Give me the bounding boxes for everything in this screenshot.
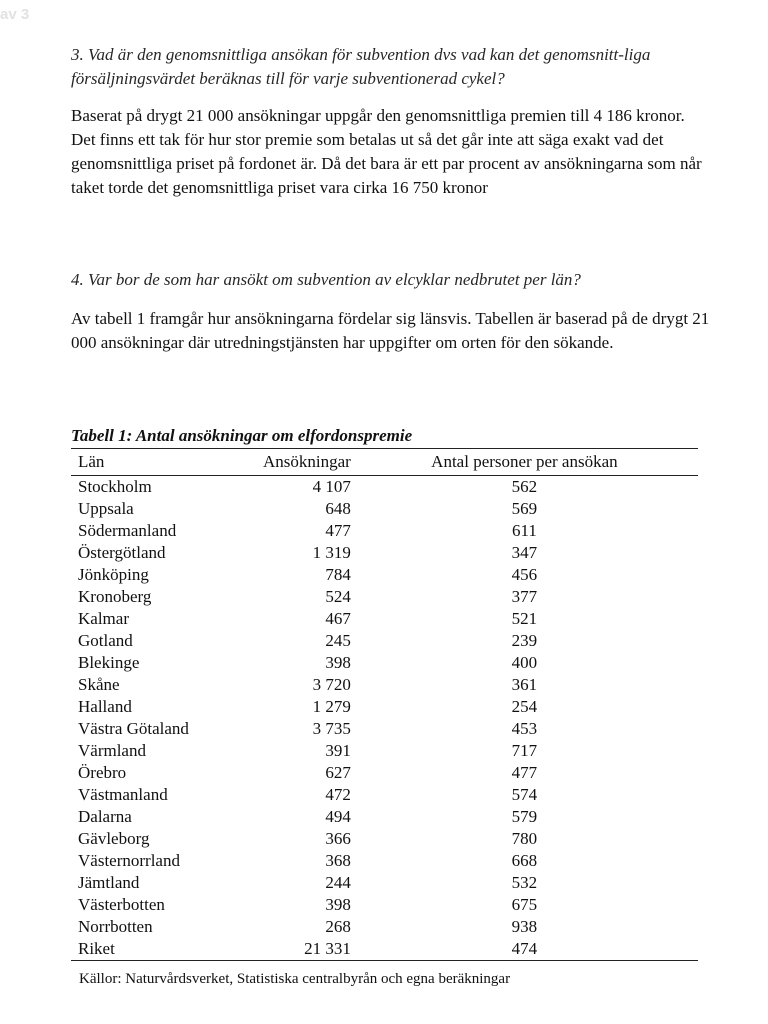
header-ansokningar: Ansökningar (263, 449, 351, 476)
cell-lan: Riket (71, 938, 263, 961)
cell-ansokningar: 477 (325, 521, 351, 540)
cell-personer-per-ansokan: 569 (511, 499, 538, 518)
cell-lan: Värmland (78, 741, 146, 760)
cell-personer-per-ansokan: 254 (511, 697, 538, 716)
table-row (71, 696, 698, 718)
table-row (71, 762, 698, 784)
table-row (71, 894, 698, 916)
table-header-row (71, 449, 698, 476)
cell-personer-per-ansokan: 453 (511, 719, 538, 738)
cell-lan: Jönköping (78, 565, 149, 584)
header-lan: Län (71, 449, 263, 476)
cell-ansokningar: 1 279 (312, 697, 351, 716)
table-row (71, 850, 698, 872)
table-row (71, 652, 698, 674)
cell-ansokningar: 245 (325, 631, 351, 650)
cell-lan: Gävleborg (78, 829, 150, 848)
cell-personer-per-ansokan: 675 (511, 895, 538, 914)
cell-personer-per-ansokan: 400 (511, 653, 538, 672)
table-row (71, 476, 698, 499)
cell-lan: Stockholm (78, 477, 152, 496)
table-row (71, 718, 698, 740)
cell-lan: Västra Götaland (78, 719, 189, 738)
cell-ansokningar: 784 (325, 565, 351, 584)
cell-lan: Västerbotten (78, 895, 165, 914)
cell-ansokningar: 3 720 (312, 675, 351, 694)
cell-ansokningar: 398 (325, 895, 351, 914)
cell-lan: Västernorrland (78, 851, 180, 870)
table-row (71, 784, 698, 806)
table-row (71, 674, 698, 696)
cell-lan: Uppsala (78, 499, 134, 518)
cell-personer-per-ansokan: 532 (511, 873, 538, 892)
cell-personer-per-ansokan: 780 (511, 829, 538, 848)
table-body (71, 476, 698, 961)
cell-lan: Örebro (78, 763, 127, 782)
cell-ansokningar: 268 (325, 917, 351, 936)
table-row (71, 828, 698, 850)
cell-ansokningar: 472 (325, 785, 351, 804)
applications-table (71, 448, 698, 961)
table-row (71, 520, 698, 542)
cell-personer-per-ansokan: 377 (511, 587, 538, 606)
cell-personer-per-ansokan: 477 (511, 763, 538, 782)
cell-ansokningar: 398 (325, 653, 351, 672)
cell-ansokningar: 524 (325, 587, 351, 606)
table-row (71, 630, 698, 652)
cell-personer-per-ansokan: 562 (511, 477, 538, 496)
cell-lan: Jämtland (78, 873, 140, 892)
table-row (71, 740, 698, 762)
cell-lan: Kronoberg (78, 587, 152, 606)
table-row (71, 806, 698, 828)
cell-personer-per-ansokan: 611 (511, 521, 537, 540)
cell-lan: Södermanland (78, 521, 177, 540)
cell-ansokningar: 244 (325, 873, 351, 892)
cell-personer-per-ansokan: 361 (511, 675, 538, 694)
table-source: Källor: Naturvårdsverket, Statistiska centralbyrån och egna beräkningar (79, 971, 511, 987)
cell-lan: Halland (78, 697, 132, 716)
cell-lan: Gotland (78, 631, 133, 650)
cell-personer-per-ansokan: 521 (511, 609, 538, 628)
answer-4: Av tabell 1 framgår hur ansökningarna fördelar sig länsvis. Tabellen är baserad på de drygt 21 000 ansökningar där utredningstjänsten har uppgifter om orten för den sökande. (71, 309, 710, 352)
table-row (71, 564, 698, 586)
cell-personer-per-ansokan: 938 (511, 917, 538, 936)
cell-personer-per-ansokan: 717 (511, 741, 538, 760)
cell-personer-per-ansokan: 474 (351, 938, 698, 961)
header-personer-per-ansokan: Antal personer per ansökan (351, 449, 698, 476)
cell-ansokningar: 368 (325, 851, 351, 870)
cell-ansokningar: 627 (325, 763, 351, 782)
table-row (71, 916, 698, 938)
cell-ansokningar: 648 (325, 499, 351, 518)
page-marker: av 3 (0, 6, 30, 23)
table-row (71, 608, 698, 630)
cell-lan: Blekinge (78, 653, 140, 672)
answer-3: Baserat på drygt 21 000 ansökningar uppgår den genomsnittliga premien till 4 186 kronor. Det finns ett tak för hur stor premie som betalas ut så det går inte att säga exakt vad det genomsnittliga priset på fordonet är. Då det bara är ett par procent av ansökningarna som når taket torde det genomsnittliga priset vara cirka 16 750 kronor (71, 106, 702, 197)
cell-lan: Dalarna (78, 807, 132, 826)
question-3: 3. Vad är den genomsnittliga ansökan för subvention dvs vad kan det genomsnitt-liga försäljningsvärdet beräknas till för varje subventionerad cykel? (71, 45, 651, 88)
cell-ansokningar: 391 (325, 741, 351, 760)
cell-personer-per-ansokan: 347 (511, 543, 538, 562)
cell-personer-per-ansokan: 456 (511, 565, 538, 584)
cell-ansokningar: 4 107 (312, 477, 351, 496)
table-row (71, 542, 698, 564)
cell-lan: Skåne (78, 675, 120, 694)
table-row (71, 872, 698, 894)
cell-ansokningar: 3 735 (312, 719, 351, 738)
cell-lan: Kalmar (78, 609, 129, 628)
table-caption: Tabell 1: Antal ansökningar om elfordonspremie (71, 426, 413, 445)
cell-lan: Norrbotten (78, 917, 153, 936)
cell-ansokningar: 21 331 (263, 938, 351, 961)
table-row (71, 586, 698, 608)
cell-personer-per-ansokan: 579 (511, 807, 538, 826)
cell-personer-per-ansokan: 668 (511, 851, 538, 870)
cell-ansokningar: 366 (325, 829, 351, 848)
cell-ansokningar: 1 319 (312, 543, 351, 562)
table-row (71, 938, 698, 961)
cell-lan: Östergötland (78, 543, 166, 562)
cell-ansokningar: 494 (325, 807, 351, 826)
cell-lan: Västmanland (78, 785, 168, 804)
table-row (71, 498, 698, 520)
question-4: 4. Var bor de som har ansökt om subvention av elcyklar nedbrutet per län? (71, 270, 581, 289)
cell-personer-per-ansokan: 239 (511, 631, 538, 650)
cell-personer-per-ansokan: 574 (511, 785, 538, 804)
cell-ansokningar: 467 (325, 609, 351, 628)
